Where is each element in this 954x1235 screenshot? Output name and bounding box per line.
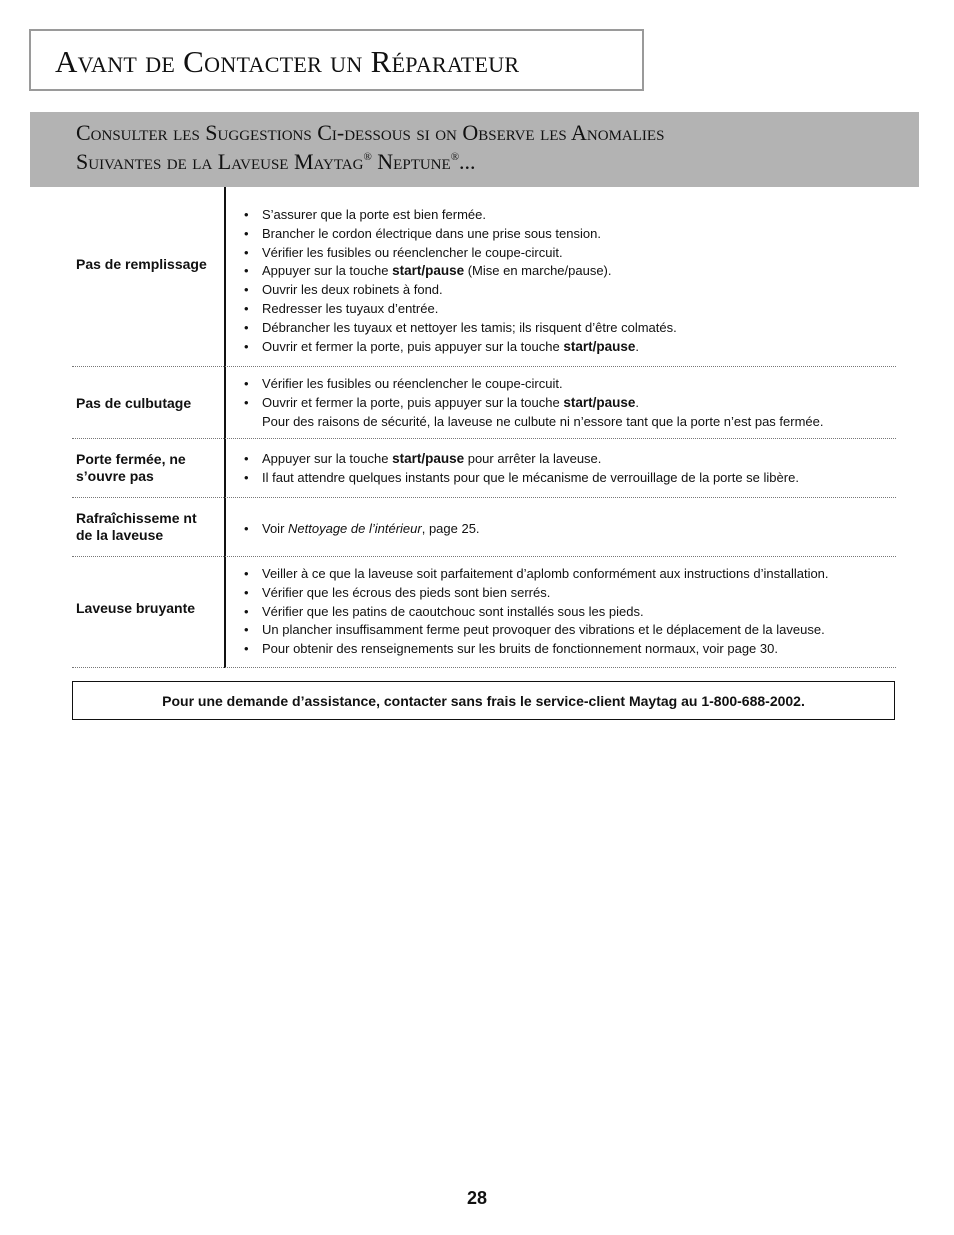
section-banner	[30, 112, 919, 187]
key-name: start/pause	[563, 338, 636, 354]
solution-list	[242, 450, 902, 488]
solution-item: • Un plancher insuffisamment ferme peut provoquer des vibrations et le déplacement de la laveuse.	[242, 621, 902, 640]
solution-item: • Appuyer sur la touche start/pause pour arrêter la laveuse.	[242, 450, 902, 469]
troubleshoot-row	[72, 367, 896, 439]
registered-mark: ®	[450, 151, 460, 163]
solution-item: • Ouvrir et fermer la porte, puis appuyer sur la touche start/pause.	[242, 338, 902, 357]
solution-item: • Pour obtenir des renseignements sur les bruits de fonctionnement normaux, voir page 30.	[242, 640, 902, 659]
page-number: 28	[466, 1188, 488, 1208]
problem-label: Rafraîchisseme nt de la laveuse	[76, 510, 197, 543]
solution-item: • Débrancher les tuyaux et nettoyer les tamis; ils risquent d’être colmatés.	[242, 319, 902, 338]
reference-title: Nettoyage de l’intérieur	[288, 521, 422, 536]
solution-item: • Appuyer sur la touche start/pause (Mise en marche/pause).	[242, 262, 902, 281]
page-title: Avant de Contacter un Réparateur	[55, 44, 520, 79]
solution-list	[242, 565, 902, 659]
key-name: start/pause	[392, 451, 465, 466]
solution-item: • Ouvrir et fermer la porte, puis appuyer sur la touche start/pause.	[242, 394, 902, 413]
banner-heading-line-1: Consulter les Suggestions Ci-dessous si on Observe les Anomalies	[76, 120, 665, 145]
problem-label: Pas de remplissage	[76, 256, 207, 272]
solution-item: • Vérifier que les patins de caoutchouc sont installés sous les pieds.	[242, 603, 902, 622]
troubleshoot-row	[72, 187, 896, 367]
row-separator	[72, 667, 896, 668]
problem-label: Pas de culbutage	[76, 395, 192, 411]
problem-label: Laveuse bruyante	[76, 600, 196, 616]
banner-text-a: Suivantes de la Laveuse Maytag	[76, 149, 364, 174]
page-title-box	[29, 29, 644, 91]
solution-item: • Ouvrir les deux robinets à fond.	[242, 281, 902, 300]
solution-item: • S’assurer que la porte est bien fermée.	[242, 206, 902, 225]
troubleshoot-row	[72, 557, 896, 668]
solution-item: • Vérifier que les écrous des pieds sont bien serrés.	[242, 584, 902, 603]
banner-heading-line-2	[76, 149, 476, 175]
troubleshoot-row	[72, 439, 896, 498]
solution-item: • Vérifier les fusibles ou réenclencher le coupe-circuit.	[242, 244, 902, 263]
banner-text-c: ...	[459, 149, 476, 174]
contact-note-box	[72, 681, 895, 720]
solution-list	[242, 520, 902, 539]
solution-item-continuation: Pour des raisons de sécurité, la laveuse ne culbute ni n’essore tant que la porte n’est pas fermée.	[262, 413, 824, 429]
solution-item: • Redresser les tuyaux d’entrée.	[242, 300, 902, 319]
registered-mark: ®	[363, 151, 372, 163]
solution-item: • Il faut attendre quelques instants pour que le mécanisme de verrouillage de la porte se libère.	[242, 469, 902, 488]
solution-item: • Brancher le cordon électrique dans une prise sous tension.	[242, 225, 902, 244]
banner-text-b: Neptune	[371, 149, 451, 174]
solution-item: • Vérifier les fusibles ou réenclencher le coupe-circuit.	[242, 375, 902, 394]
key-name: start/pause	[392, 263, 465, 279]
solution-item: • Veiller à ce que la laveuse soit parfaitement d’aplomb conformément aux instructions d’installation.	[242, 565, 902, 584]
solution-list	[242, 375, 902, 431]
solution-item: • Voir Nettoyage de l’intérieur, page 25.	[242, 520, 902, 539]
troubleshoot-row	[72, 498, 896, 557]
problem-label: Porte fermée, ne s’ouvre pas	[76, 451, 186, 484]
key-name: start/pause	[563, 394, 636, 410]
solution-list	[242, 206, 902, 356]
contact-note: Pour une demande d’assistance, contacter sans frais le service-client Maytag au 1-800-688-2002.	[162, 692, 805, 709]
